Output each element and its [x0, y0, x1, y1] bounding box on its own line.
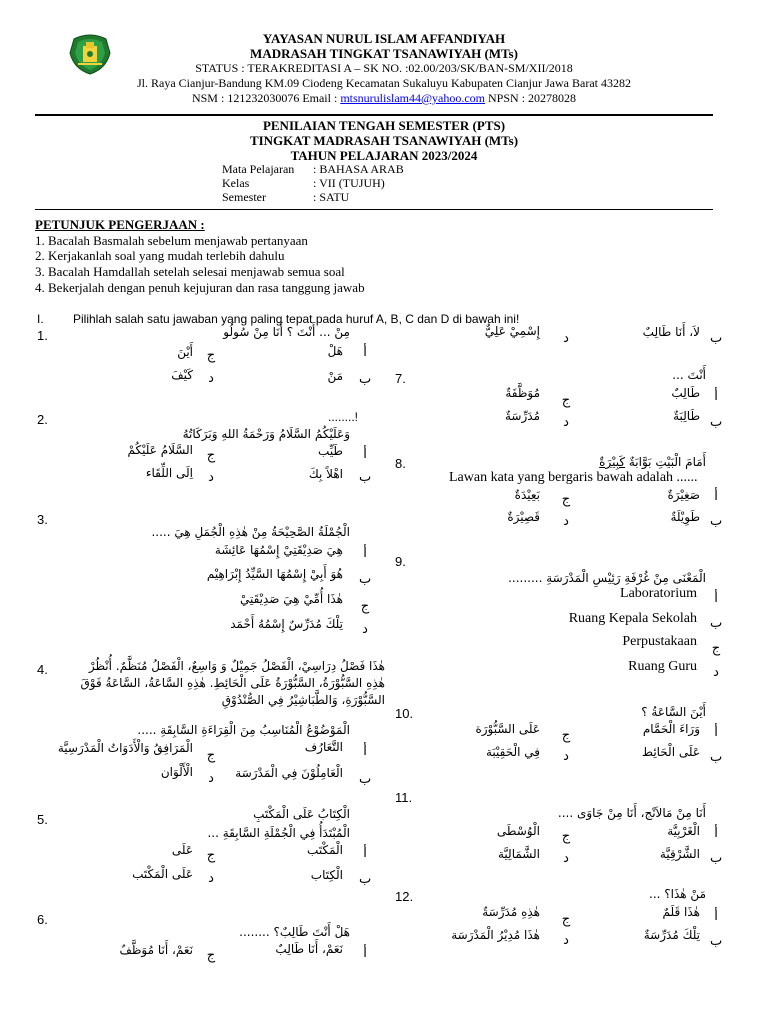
option-letter-a: أ — [714, 826, 718, 841]
option-letter-b: ب — [710, 934, 723, 949]
option-c[interactable]: نَعَمْ، أَنَا مُوَظَّفٌ — [119, 943, 193, 957]
question-number: 3. — [37, 512, 48, 527]
instruction-item: 3. Bacalah Hamdallah setelah selesai menjawab semua soal — [35, 264, 345, 279]
option-letter-a: أ — [363, 946, 367, 961]
option-letter-d: د — [563, 331, 569, 346]
question-number: 10. — [395, 706, 414, 721]
header-divider — [35, 114, 713, 116]
option-d[interactable]: قَصِيْرَةٌ — [507, 510, 540, 524]
option-letter-a: أ — [714, 591, 718, 606]
meta-class-value: : VII (TUJUH) — [313, 176, 385, 190]
option-letter-b: ب — [710, 514, 723, 529]
option-c[interactable]: هٰذَا أُمِّيْ هِيَ صَدِيْقَتِيْ — [239, 592, 343, 606]
meta-class-label: Kelas — [222, 176, 250, 190]
meta-subject-value: : BAHASA ARAB — [313, 162, 404, 176]
option-letter-d: د — [208, 871, 214, 886]
option-c[interactable]: Perpustakaan — [622, 634, 697, 649]
underlined-word: كَبِيْرَةٌ — [599, 455, 626, 469]
option-a[interactable]: الْغَرْبِيَّة — [667, 824, 700, 838]
option-letter-c: ج — [561, 492, 571, 507]
option-letter-c: ج — [206, 348, 216, 363]
accreditation-status: STATUS : TERAKREDITASI A – SK NO. :02.00/203/SK/BAN-SM/XII/2018 — [195, 61, 573, 75]
option-d[interactable]: الْأَلْوَان — [160, 765, 193, 779]
option-letter-a: أ — [714, 389, 718, 404]
option-letter-c: ج — [561, 829, 571, 844]
question-number: 7. — [395, 371, 406, 386]
option-letter-d: د — [563, 933, 569, 948]
question-stem: الْمَعْنَى مِنْ غُرْفَةِ رَئِيْسِ الْمَدْرَسَةِ ......... — [508, 571, 706, 585]
exam-level: TINGKAT MADRASAH TSANAWIYAH (MTs) — [249, 133, 519, 148]
option-a[interactable]: هٰذَا قَلَمٌ — [662, 905, 700, 919]
option-letter-d: د — [208, 771, 214, 786]
question-number: 9. — [395, 554, 406, 569]
reading-line-1: هٰذَا فَصْلُ دِرَاسِيْ، الْفَصْلُ جَمِيْلٌ وَ وَاسِعٌ، الْفَصْلُ مُنَظَّمٌ. أُنْظُرْ — [88, 659, 385, 673]
option-letter-d: د — [563, 514, 569, 529]
option-c[interactable]: بَعِيْدَةٌ — [514, 488, 540, 502]
question-stem: أَيْنَ السَّاعَةُ ؟ — [641, 705, 706, 719]
option-b[interactable]: هُوَ أَبِيْ إِسْمُهَا السَّيِّدُ إِبْرَاهِيْم — [206, 567, 343, 581]
meta-semester-label: Semester — [222, 190, 266, 204]
stem-text: أَمَامَ الْبَيْتِ بَوَّابَةٌ — [625, 455, 706, 469]
option-letter-b: ب — [710, 616, 723, 631]
option-letter-b: ب — [710, 851, 723, 866]
option-d[interactable]: فِي الْحَقِيْبَة — [485, 745, 540, 759]
option-a[interactable]: وَرَاءَ الْحَمَّام — [642, 722, 700, 736]
option-b[interactable]: الْعَامِلُوْنَ فِي الْمَدْرَسَة — [235, 766, 343, 780]
option-letter-a: أ — [714, 489, 718, 504]
option-letter-d: د — [208, 371, 214, 386]
question-number: 12. — [395, 889, 414, 904]
option-d[interactable]: الشَّمَالِيَّة — [498, 847, 540, 861]
option-d[interactable]: Ruang Guru — [628, 659, 697, 674]
school-name: MADRASAH TINGKAT TSANAWIYAH (MTs) — [250, 46, 518, 61]
option-letter-a: أ — [714, 909, 718, 924]
option-c[interactable]: أَيْنَ — [177, 345, 193, 359]
option-c[interactable]: عَلَى السَّبُّوْرَة — [475, 722, 540, 736]
option-a[interactable]: صَغِيْرَةٌ — [667, 488, 700, 502]
section-instruction: Pilihlah salah satu jawaban yang paling tepat pada huruf A, B, C dan D di bawah ini! — [73, 312, 520, 326]
option-b[interactable]: Ruang Kepala Sekolah — [568, 611, 697, 626]
option-letter-c: ج — [561, 393, 571, 408]
option-d[interactable]: اِلَى اللِّقَاء — [145, 466, 193, 480]
option-letter-d: د — [208, 470, 214, 485]
question-blank: ........! — [328, 410, 359, 424]
option-a[interactable]: هَلْ — [327, 344, 343, 358]
option-letter-a: أ — [714, 725, 718, 740]
option-letter-b: ب — [710, 750, 723, 765]
option-c[interactable]: الْمَرَافِقُ وَالْأَدَوَاتُ الْمَدْرَسِيَّة — [57, 741, 193, 755]
option-d[interactable]: تِلْكَ مُدَرِّسٌ إِسْمُهُ أَحْمَد — [230, 617, 343, 631]
option-letter-b: ب — [359, 572, 372, 587]
instruction-item: 4. Bekerjalah dengan penuh kejujuran dan rasa tanggung jawab — [35, 280, 365, 295]
meta-semester-value: : SATU — [313, 190, 350, 204]
option-letter-a: أ — [363, 345, 367, 360]
option-b[interactable]: اهْلاً بِكَ — [308, 467, 343, 481]
npsn-label: NPSN : 20278028 — [485, 91, 577, 105]
option-letter-b: ب — [710, 415, 723, 430]
instruction-item: 1. Bacalah Basmalah sebelum menjawab pertanyaan — [35, 233, 308, 248]
option-a[interactable]: الْمَكْتَب — [307, 843, 343, 857]
option-b[interactable]: طَوِيْلَةٌ — [670, 510, 700, 524]
option-letter-d: د — [713, 665, 719, 680]
option-c[interactable]: الْوُسْطَى — [496, 824, 540, 838]
option-letter-b: ب — [359, 372, 372, 387]
option-letter-b: ب — [710, 331, 723, 346]
email-link[interactable]: mtsnurulislam44@yahoo.com — [340, 91, 486, 105]
question-stem: الْجُمْلَةُ الصَّحِيْحَةُ مِنْ هٰذِهِ الْجُمَلِ هِيَ ..... — [151, 525, 350, 539]
option-letter-a: أ — [363, 846, 367, 861]
question-number: 4. — [37, 662, 48, 677]
option-letter-a: أ — [363, 744, 367, 759]
section-number: I. — [37, 312, 44, 326]
foundation-name: YAYASAN NURUL ISLAM AFFANDIYAH — [262, 31, 506, 46]
option-c[interactable]: السَّلَامُ عَلَيْكُمْ — [127, 443, 193, 457]
option-b[interactable]: مَنْ — [327, 369, 343, 383]
question-number: 2. — [37, 412, 48, 427]
instructions-heading: PETUNJUK PENGERJAAN : — [35, 217, 205, 232]
question-stem: الْمُبْتَدَأُ فِي الْجُمْلَةِ السَّابِقَةِ ... — [207, 826, 350, 840]
option-b[interactable]: الشَّرْقِيَّة — [659, 847, 700, 861]
option-d[interactable]: عَلَى الْمَكْتَب — [132, 867, 193, 881]
option-d[interactable]: كَيْفَ — [171, 368, 193, 382]
option-a[interactable]: Laboratorium — [620, 586, 697, 601]
option-a[interactable]: طَالِبٌ — [671, 386, 700, 400]
question-sentence: الْكِتَابُ عَلَى الْمَكْتَبِ — [253, 807, 350, 821]
question-stem: وَعَلَيْكُمُ السَّلَامُ وَرَحْمَةُ اللهِ وَبَرَكَاتُهُ — [182, 427, 350, 441]
meta-divider — [35, 209, 713, 210]
option-letter-c: ج — [561, 728, 571, 743]
option-letter-c: ج — [206, 948, 216, 963]
exam-title: PENILAIAN TENGAH SEMESTER (PTS) — [262, 118, 506, 133]
reading-line-2: هٰذِهِ السَّبُّوْرَةُ، السَّبُّوْرَةُ عَلَى الْحَائِطِ. هٰذِهِ السَّاعَةُ، السَّاعَةُ فَوْقَ — [80, 676, 385, 690]
reading-line-3: السَّبُّوْرَةِ، وَالطَّبَاشِيْرُ فِي الصُّنْدُوْقِ — [221, 693, 385, 707]
option-letter-b: ب — [359, 470, 372, 485]
instruction-item: 2. Kerjakanlah soal yang mudah terlebih dahulu — [35, 248, 285, 263]
question-number: 1. — [37, 328, 48, 343]
option-b[interactable]: طَالِبَةٌ — [673, 409, 700, 423]
option-letter-d: د — [563, 749, 569, 764]
option-letter-c: ج — [360, 599, 370, 614]
question-stem: مَنْ هٰذَا؟ ... — [649, 887, 706, 901]
option-d[interactable]: مُدَرِّسَةٌ — [504, 409, 540, 423]
option-c[interactable]: مُوَظَّفَةٌ — [505, 386, 540, 400]
school-address: Jl. Raya Cianjur-Bandung KM.09 Ciodeng Kecamatan Sukaluyu Kabupaten Cianjur Jawa Barat 43282 — [137, 76, 631, 90]
question-stem: مِنْ ... أَنْتَ ؟ أَنَا مِنْ سُولُو — [223, 325, 350, 339]
option-letter-b: ب — [359, 772, 372, 787]
option-letter-c: ج — [711, 641, 721, 656]
question-stem — [599, 455, 706, 469]
option-letter-a: أ — [363, 546, 367, 561]
option-b[interactable]: تِلْكَ مُدَرِّسَةٌ — [643, 928, 700, 942]
option-d[interactable]: إِسْمِيْ عَلِيٌّ — [484, 324, 540, 338]
option-d[interactable]: هٰذَا مُدِيْرُ الْمَدْرَسَة — [451, 928, 540, 942]
option-letter-d: د — [563, 851, 569, 866]
question-number: 5. — [37, 812, 48, 827]
school-ids — [0, 91, 768, 106]
question-stem: أَنَا مِنْ مَالاَنْج، أَنَا مِنْ جَاوَى .... — [557, 806, 706, 820]
option-a[interactable]: نَعَمْ، أَنَا طَالِبٌ — [275, 942, 343, 956]
question-instruction: Lawan kata yang bergaris bawah adalah ...... — [449, 470, 698, 485]
option-letter-d: د — [563, 415, 569, 430]
nsm-label: NSM : 121232030076 Email : — [191, 91, 341, 105]
exam-year: TAHUN PELAJARAN 2023/2024 — [290, 148, 478, 163]
question-stem: الْمَوْضُوْعُ الْمُنَاسِبُ مِنَ الْقِرَاءَةِ السَّابِقَةِ ..... — [137, 723, 350, 737]
option-letter-b: ب — [359, 872, 372, 887]
option-letter-c: ج — [206, 748, 216, 763]
option-letter-c: ج — [206, 448, 216, 463]
question-number: 11. — [395, 790, 413, 805]
meta-subject-label: Mata Pelajaran — [222, 162, 295, 176]
question-stem: أَنْتَ ... — [672, 368, 706, 382]
option-a[interactable]: طَيِّب — [318, 444, 343, 458]
option-letter-c: ج — [561, 912, 571, 927]
option-c[interactable]: عَلَى — [171, 843, 193, 857]
option-letter-d: د — [362, 622, 368, 637]
question-number: 8. — [395, 456, 406, 471]
option-letter-c: ج — [206, 848, 216, 863]
question-stem: هَلْ أَنْتَ طَالِبٌ؟ ........ — [239, 925, 350, 939]
option-c[interactable]: هٰذِهِ مُدَرِّسَةٌ — [482, 905, 540, 919]
option-b[interactable]: عَلَى الْحَائِط — [641, 745, 700, 759]
option-b[interactable]: لاَ، أَنَا طَالِبٌ — [642, 325, 700, 339]
option-a[interactable]: التَّعَارُف — [304, 740, 343, 754]
option-a[interactable]: هِيَ صَدِيْقَتِيْ إِسْمُهَا عَائِشَة — [214, 543, 343, 557]
question-number: 6. — [37, 912, 48, 927]
option-letter-a: أ — [363, 447, 367, 462]
option-b[interactable]: الْكِتَاب — [310, 868, 343, 882]
